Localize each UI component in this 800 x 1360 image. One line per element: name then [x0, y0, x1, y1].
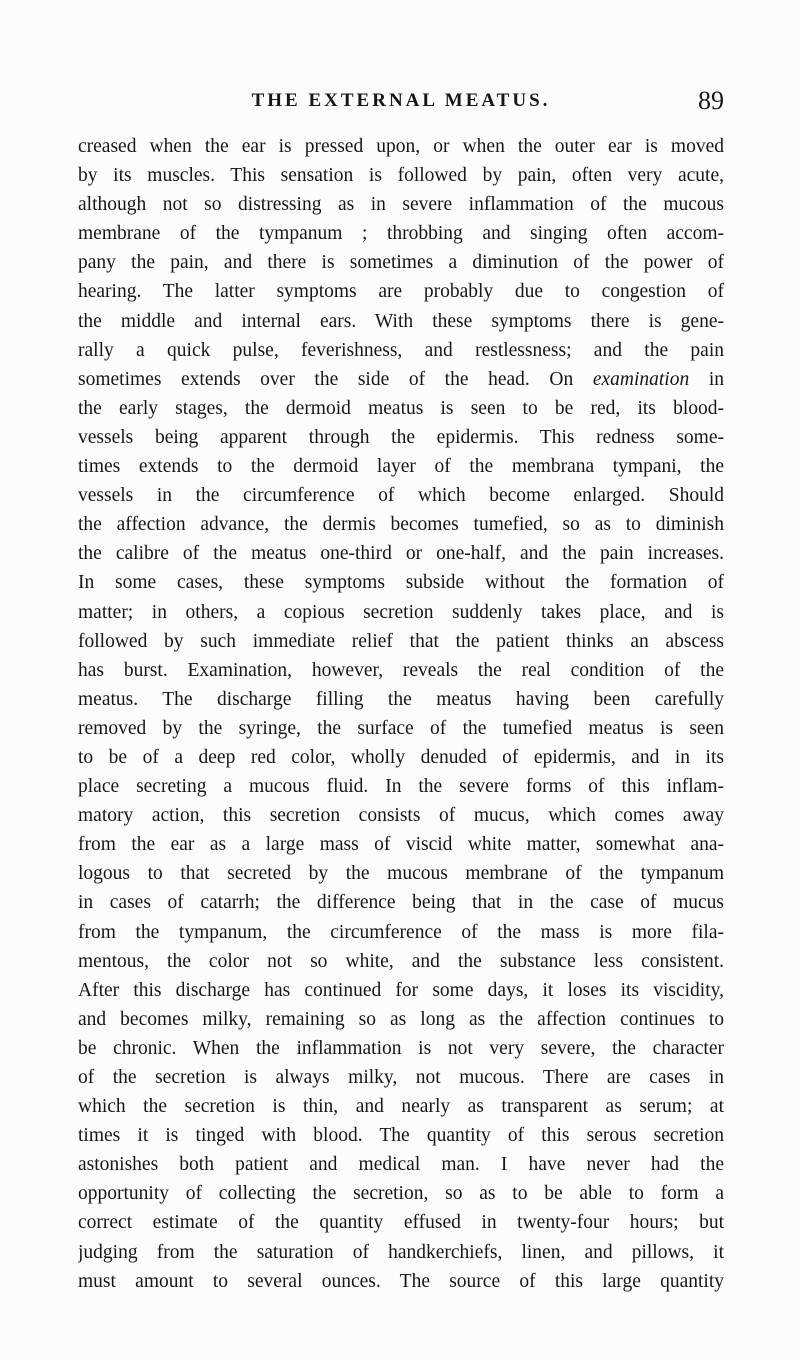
text-line: to be of a deep red color, wholly denuded of epidermis, and in its	[78, 746, 724, 768]
text-line: in cases of catarrh; the difference being that in the case of mucus	[78, 892, 724, 914]
text-line: be chronic. When the inflammation is not very severe, the character	[78, 1037, 724, 1059]
text-line: mentous, the color not so white, and the substance less consistent.	[78, 950, 724, 972]
text-segment: sometimes extends over the side of the head. On	[78, 368, 574, 390]
text-line: After this discharge has continued for some days, it loses its viscidity,	[78, 979, 724, 1001]
text-line: which the secretion is thin, and nearly as transparent as serum; at	[78, 1096, 724, 1118]
text-line: astonishes both patient and medical man. I have never had the	[78, 1154, 724, 1176]
running-head-title: THE EXTERNAL MEATUS.	[251, 90, 551, 111]
text-line: from the ear as a large mass of viscid white matter, somewhat ana-	[78, 834, 724, 856]
text-line: correct estimate of the quantity effused in twenty-four hours; but	[78, 1212, 724, 1234]
text-line-with-italic	[78, 365, 724, 394]
text-segment: in	[708, 368, 724, 390]
text-line: vessels being apparent through the epidermis. This redness some-	[78, 426, 724, 448]
running-head	[78, 86, 724, 116]
text-line: times it is tinged with blood. The quantity of this serous secretion	[78, 1125, 724, 1147]
text-line: opportunity of collecting the secretion, so as to be able to form a	[78, 1183, 724, 1205]
text-line: removed by the syringe, the surface of the tumefied meatus is seen	[78, 717, 724, 739]
text-line: and becomes milky, remaining so as long as the affection continues to	[78, 1008, 724, 1030]
text-line: has burst. Examination, however, reveals the real condition of the	[78, 659, 724, 681]
text-line: In some cases, these symptoms subside without the formation of	[78, 572, 724, 594]
text-line: matory action, this secretion consists of mucus, which comes away	[78, 805, 724, 827]
text-line: must amount to several ounces. The source of this large quantity	[78, 1270, 724, 1292]
text-line: of the secretion is always milky, not mucous. There are cases in	[78, 1067, 724, 1088]
text-line: from the tympanum, the circumference of the mass is more fila-	[78, 921, 724, 943]
text-line: by its muscles. This sensation is followed by pain, often very acute,	[78, 165, 724, 187]
text-line: logous to that secreted by the mucous membrane of the tympanum	[78, 863, 724, 885]
text-line: matter; in others, a copious secretion suddenly takes place, and is	[78, 601, 724, 623]
text-line: times extends to the dermoid layer of the membrana tympani, the	[78, 456, 724, 478]
text-line: membrane of the tympanum ; throbbing and singing often accom-	[78, 223, 724, 245]
text-line: the affection advance, the dermis becomes tumefied, so as to diminish	[78, 514, 724, 536]
text-line: pany the pain, and there is sometimes a diminution of the power of	[78, 252, 724, 274]
text-line: although not so distressing as in severe inflammation of the mucous	[78, 194, 724, 216]
text-line: place secreting a mucous fluid. In the severe forms of this inflam-	[78, 776, 724, 798]
text-line: hearing. The latter symptoms are probably due to congestion of	[78, 281, 724, 303]
text-line: the early stages, the dermoid meatus is seen to be red, its blood-	[78, 397, 724, 419]
italic-term: examination	[592, 368, 690, 390]
text-line: vessels in the circumference of which become enlarged. Should	[78, 485, 724, 507]
page-number: 89	[698, 86, 724, 115]
text-line: followed by such immediate relief that the patient thinks an abscess	[78, 630, 724, 652]
text-line: judging from the saturation of handkerchiefs, linen, and pillows, it	[78, 1241, 724, 1263]
text-line: meatus. The discharge filling the meatus having been carefully	[78, 688, 724, 710]
body-text	[78, 132, 724, 1296]
text-line: the middle and internal ears. With these symptoms there is gene-	[78, 310, 724, 332]
text-line: creased when the ear is pressed upon, or when the outer ear is moved	[78, 136, 724, 157]
text-line: rally a quick pulse, feverishness, and restlessness; and the pain	[78, 339, 724, 361]
text-line: the calibre of the meatus one-third or one-half, and the pain increases.	[78, 543, 724, 565]
